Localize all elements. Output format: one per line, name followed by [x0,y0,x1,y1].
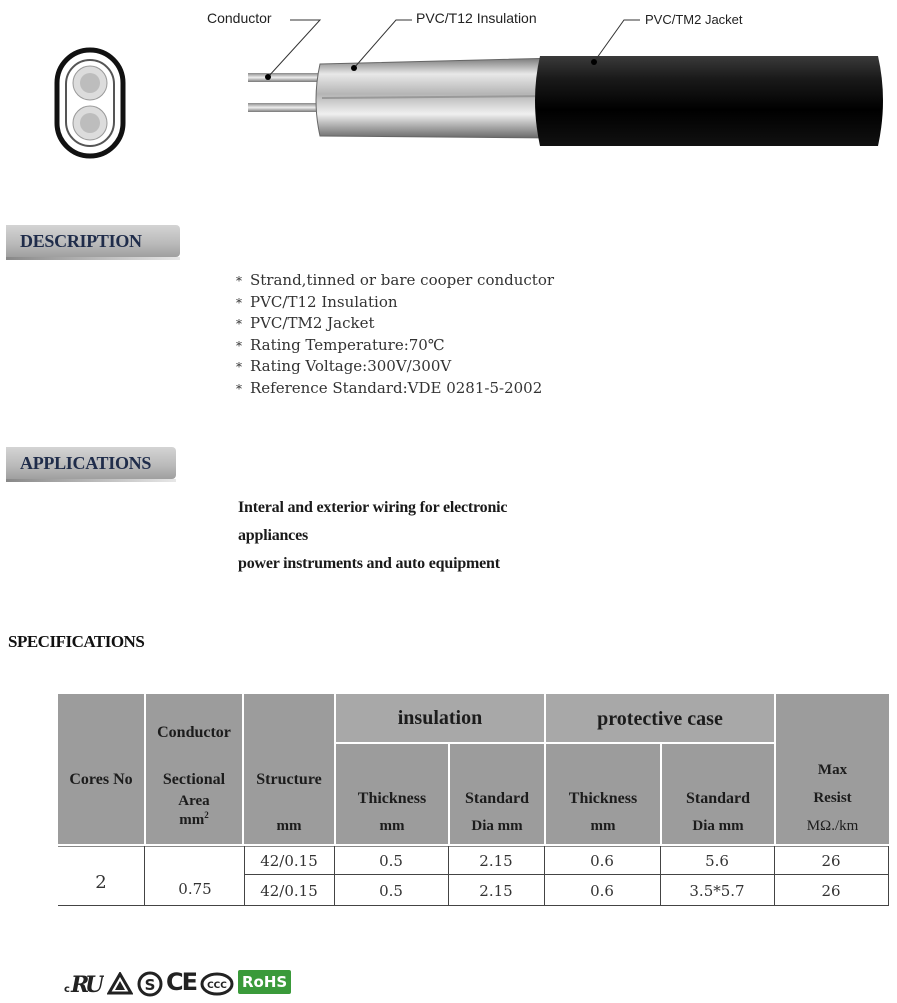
specifications-table [58,694,889,909]
header-sectional-area: Conductor Sectional Area $mm^2$ [146,694,242,844]
table-row-2-case-thickness: 0.6 [590,882,614,900]
warning-triangle-icon [107,972,133,996]
list-item: * Rating Voltage:300V/300V [236,357,452,376]
svg-text:S: S [144,976,156,994]
cable-illustration [0,0,897,200]
table-row-2-case-dia: 3.5*5.7 [689,882,745,900]
ccc-mark-icon [200,972,234,996]
table-row-1-ins-dia: 2.15 [479,852,513,870]
applications-text [238,494,507,578]
applications-line: power instruments and auto equipment [238,555,500,572]
header-ins-standard-dia: Standard Dia mm [450,744,544,844]
table-row-2-structure: 42/0.15 [260,882,318,900]
applications-line: Interal and exterior wiring for electronic [238,499,508,516]
svg-text:U: U [85,972,104,996]
jacket-layer [535,56,883,146]
sectional-area-value: 0.75 [178,880,212,898]
table-row-2-ins-dia: 2.15 [479,882,513,900]
header-case-thickness: Thickness mm [546,744,660,844]
table-row-1-case-dia: 5.6 [705,852,729,870]
header-structure: Structure mm [244,694,334,844]
header-max-resist: Max Resist MΩ./km [776,694,889,844]
cross-section-icon [57,50,123,156]
cores-no-value: 2 [95,872,107,893]
list-item: * PVC/TM2 Jacket [236,314,375,333]
svg-text:R: R [71,972,90,996]
specifications-title: SPECIFICATIONS [8,632,145,651]
jacket-label: PVC/TM2 Jacket [645,12,743,27]
table-row-2-resist: 26 [821,882,841,900]
table-row-2-ins-thickness: 0.5 [379,882,403,900]
s-mark-icon [137,971,163,997]
table-row-1-structure: 42/0.15 [260,852,318,870]
applications-header: APPLICATIONS [6,447,176,479]
ce-mark: CE [166,968,197,996]
conductor-wire [248,73,328,82]
list-item: * Strand,tinned or bare cooper conductor [236,271,555,289]
header-case-standard-dia: Standard Dia mm [662,744,774,844]
description-list [236,270,554,400]
certification-marks [64,968,344,998]
cable-diagram [0,0,897,200]
header-ins-thickness: Thickness mm [336,744,448,844]
list-item: * Reference Standard:VDE 0281-5-2002 [236,378,543,397]
header-cores-no: Cores No [58,694,144,844]
list-item: * PVC/T12 Insulation [236,292,398,311]
applications-line: appliances [238,527,309,544]
description-header: DESCRIPTION [6,225,180,257]
header-insulation: insulation [336,694,544,742]
svg-text:CCC: CCC [207,981,227,991]
table-row-1-ins-thickness: 0.5 [379,852,403,870]
list-item: * Rating Temperature:70℃ [236,335,445,354]
rohs-badge: RoHS [238,970,291,994]
table-row-1-case-thickness: 0.6 [590,852,614,870]
svg-text:c: c [64,984,70,995]
insulation-label: PVC/T12 Insulation [416,10,537,26]
ul-recognized-icon [64,970,104,996]
table-row-1-resist: 26 [821,852,841,870]
conductor-label: Conductor [207,10,272,26]
header-protective-case: protective case [546,694,774,742]
